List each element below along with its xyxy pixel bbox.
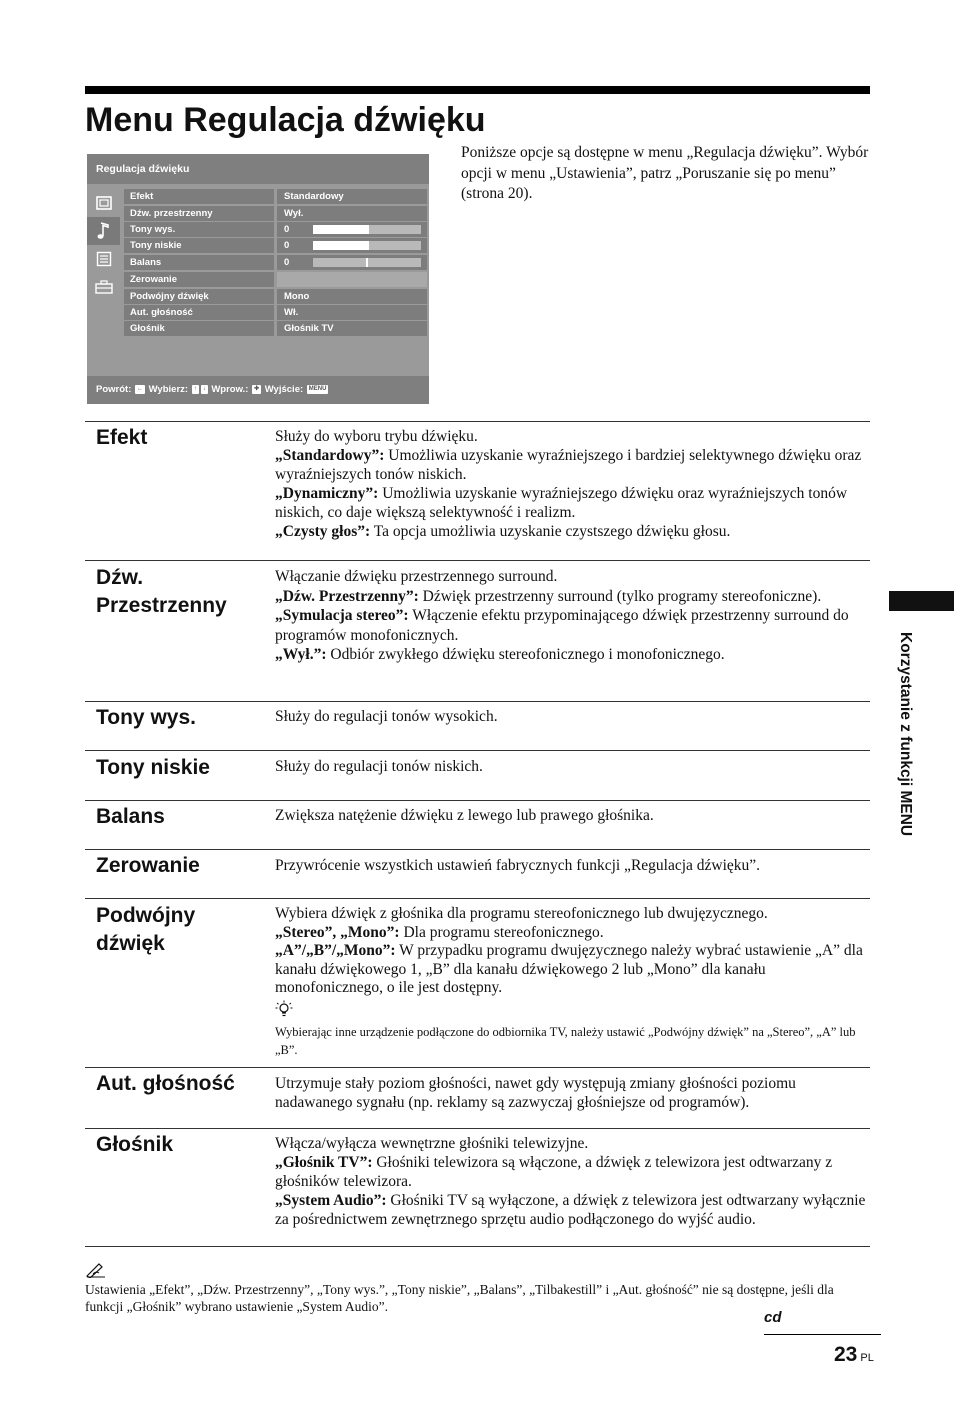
osd-row-value-text: Standardowy xyxy=(284,191,344,202)
option-text: Głośniki telewizora są włączone, a dźwięk z telewizora jest odtwarzany z głośników telewizora. xyxy=(275,1154,833,1190)
option-text: W przypadku programu dwujęzycznego należy wybrać ustawienie „A” dla kanału dźwiękowego 1, „B” dla kanału dźwiękowego 2 lub „Mono” dla kanału monofonicznego, o ile jest dostępny. xyxy=(275,942,863,996)
osd-row-value-text: 0 xyxy=(284,257,290,268)
osd-row xyxy=(124,321,427,336)
description-line xyxy=(275,1191,873,1229)
osd-level-slider xyxy=(313,241,421,250)
option-text: Włączanie dźwięku przestrzennego surround. xyxy=(275,568,558,585)
description-line xyxy=(275,484,873,522)
osd-footer xyxy=(87,376,429,404)
description-line xyxy=(275,606,873,645)
osd-category-icons xyxy=(87,189,120,309)
description-line xyxy=(275,924,873,943)
osd-footer-back: Powrót: xyxy=(96,384,132,395)
osd-row xyxy=(124,238,427,253)
option-text: Włączenie efektu przypominającego dźwięk przestrzenny surround do programów monofonicznych. xyxy=(275,607,849,644)
description-line xyxy=(275,942,873,998)
description-line xyxy=(275,522,873,541)
option-text: Włącza/wyłącza wewnętrzne głośniki telewizyjne. xyxy=(275,1135,589,1152)
table-row-description xyxy=(275,806,873,825)
table-row-divider xyxy=(85,1067,870,1068)
table-row-term: Balans xyxy=(96,805,165,828)
table-row-term: Aut. głośność xyxy=(96,1072,235,1095)
page-number-value: 23 xyxy=(834,1343,858,1366)
option-text: Umożliwia uzyskanie wyraźniejszego i bardziej selektywnego dźwięku oraz wyraźniejszych tonów niskich. xyxy=(275,447,862,483)
osd-level-slider xyxy=(313,225,421,234)
osd-balance-marker xyxy=(366,258,368,267)
table-row-description xyxy=(275,427,873,541)
table-row-description xyxy=(275,905,873,1059)
option-text: Odbiór zwykłego dźwięku stereofonicznego i monofonicznego. xyxy=(326,646,725,663)
osd-row-label: Dźw. przestrzenny xyxy=(124,206,274,221)
option-name: „Czysty głos”: xyxy=(275,523,371,540)
features-icon xyxy=(87,245,120,273)
top-rule xyxy=(85,86,870,94)
option-text: Służy do wyboru trybu dźwięku. xyxy=(275,428,478,445)
description-line xyxy=(275,587,873,607)
table-row-description xyxy=(275,707,873,726)
table-row-term: Zerowanie xyxy=(96,854,200,877)
osd-header xyxy=(87,154,429,184)
osd-row-value-text: 0 xyxy=(284,240,290,251)
osd-row-value xyxy=(277,289,427,304)
table-row-divider xyxy=(85,701,870,702)
option-text: Głośniki TV są wyłączone, a dźwięk z telewizora jest odtwarzany wyłącznie za pośrednictwem zewnętrznego sprzętu audio podłączonego do wyjść audio. xyxy=(275,1192,866,1228)
music-note-icon xyxy=(87,217,120,245)
osd-row-label: Podwójny dźwięk xyxy=(124,289,274,304)
up-arrow-icon: ↑ xyxy=(193,385,197,392)
osd-footer-enter: Wprow.: xyxy=(211,384,249,395)
option-name: „A”/„B”/„Mono”: xyxy=(275,942,396,959)
osd-row-value xyxy=(277,222,427,237)
table-row-divider xyxy=(85,849,870,850)
down-arrow-icon: ↓ xyxy=(202,385,206,392)
osd-footer-select: Wybierz: xyxy=(148,384,189,395)
description-line xyxy=(275,567,873,587)
description-line xyxy=(275,856,873,875)
side-tab-label: Korzystanie z funkcji MENU xyxy=(897,632,914,837)
osd-row xyxy=(124,289,427,304)
note-text: Ustawienia „Efekt”, „Dźw. Przestrzenny”, „Tony wys.”, „Tony niskie”, „Balans”, „Tilbakestill” i „Aut. głośność” nie są dostępne, jeśli dla funkcji „Głośnik” wybrano ustawienie „System Audio”. xyxy=(85,1282,834,1314)
table-row-divider xyxy=(85,560,870,561)
osd-row-value-text: Głośnik TV xyxy=(284,323,334,334)
osd-row-value-text: Wł. xyxy=(284,307,299,318)
description-line xyxy=(275,806,873,825)
description-line xyxy=(275,446,873,484)
osd-row-value xyxy=(277,305,427,320)
option-name: „Symulacja stereo”: xyxy=(275,607,409,624)
option-text: Ta opcja umożliwia uzyskanie czystszego dźwięku głosu. xyxy=(370,523,731,540)
picture-icon xyxy=(87,189,120,217)
option-name: „Wył.”: xyxy=(275,646,327,663)
description-line xyxy=(275,757,873,776)
intro-text: Poniższe opcje są dostępne w menu „Regulacja dźwięku”. Wybór opcji w menu „Ustawienia”, patrz „Poruszanie się po menu” (strona 20). xyxy=(461,144,869,202)
table-row-divider xyxy=(85,421,870,422)
osd-row-label: Tony wys. xyxy=(124,222,274,237)
option-text: Utrzymuje stały poziom głośności, nawet gdy występują zmiany głośności poziomu nadawanego sygnału (np. reklamy są zazwyczaj głośniejsze od programów). xyxy=(275,1075,796,1111)
table-row-term: Tony wys. xyxy=(96,706,196,729)
option-name: „Dynamiczny”: xyxy=(275,485,379,502)
note-pencil-icon xyxy=(85,1262,870,1282)
option-name: „Standardowy”: xyxy=(275,447,385,464)
osd-row-value-text: 0 xyxy=(284,224,290,235)
osd-row-label: Efekt xyxy=(124,189,274,204)
description-line xyxy=(275,427,873,446)
enter-plus-icon: ✚ xyxy=(254,385,260,392)
table-row-description xyxy=(275,856,873,875)
option-text: Dźwięk przestrzenny surround (tylko programy stereofoniczne). xyxy=(418,587,822,605)
table-row-description xyxy=(275,1074,873,1112)
continued-marker: cd xyxy=(764,1309,782,1326)
osd-row-value xyxy=(277,321,427,336)
osd-balance-slider xyxy=(313,258,421,267)
footer-rule xyxy=(764,1334,881,1335)
table-row-description xyxy=(275,567,873,665)
table-row-term: Dźw. Przestrzenny xyxy=(96,566,227,617)
osd-row xyxy=(124,206,427,221)
osd-row xyxy=(124,222,427,237)
osd-row-label: Aut. głośność xyxy=(124,305,274,320)
option-text: Dla programu stereofonicznego. xyxy=(399,923,604,941)
note-section xyxy=(85,1262,870,1315)
description-line xyxy=(275,1153,873,1191)
osd-row-value-text: Mono xyxy=(284,291,310,302)
osd-row xyxy=(124,305,427,320)
osd-row-value-text: Wył. xyxy=(284,208,304,219)
description-line xyxy=(275,707,873,726)
osd-row-value xyxy=(277,272,427,287)
settings-toolbox-icon xyxy=(87,273,120,301)
page-number xyxy=(834,1340,874,1373)
description-line xyxy=(275,1074,873,1112)
description-line xyxy=(275,905,873,924)
osd-level-fill xyxy=(313,225,369,234)
table-row-term: Podwójny dźwięk xyxy=(96,904,196,955)
tip-text: Wybierając inne urządzenie podłączone do odbiornika TV, należy ustawić „Podwójny dźwięk” na „Stereo”, „A” lub „B”. xyxy=(275,1025,856,1057)
table-row-term: Głośnik xyxy=(96,1133,174,1156)
option-name: „Stereo”, „Mono”: xyxy=(275,923,400,941)
table-row-description xyxy=(275,1134,873,1229)
osd-row-value xyxy=(277,189,427,204)
table-row-divider xyxy=(85,750,870,751)
osd-row xyxy=(124,255,427,270)
tip-lightbulb-icon xyxy=(275,1000,873,1024)
side-tab-marker xyxy=(889,591,954,611)
table-row-divider xyxy=(85,1246,870,1247)
osd-row-label: Tony niskie xyxy=(124,238,274,253)
option-text: Wybiera dźwięk z głośnika dla programu stereofonicznego lub dwujęzycznego. xyxy=(275,905,768,922)
menu-key-icon: MENU xyxy=(308,385,327,392)
table-row-description xyxy=(275,757,873,776)
osd-row-value xyxy=(277,255,427,270)
option-text: Służy do regulacji tonów wysokich. xyxy=(275,708,498,725)
option-text: Przywrócenie wszystkich ustawień fabrycznych funkcji „Regulacja dźwięku”. xyxy=(275,857,761,874)
osd-row xyxy=(124,272,427,287)
description-line xyxy=(275,645,873,665)
page-title: Menu Regulacja dźwięku xyxy=(85,101,486,139)
description-line xyxy=(275,1134,873,1153)
osd-row-label: Balans xyxy=(124,255,274,270)
table-row-divider xyxy=(85,800,870,801)
osd-level-fill xyxy=(313,241,369,250)
table-row-divider xyxy=(85,898,870,899)
table-row-term: Tony niskie xyxy=(96,756,210,779)
tv-sound-menu-screenshot xyxy=(87,154,429,404)
osd-row-label: Zerowanie xyxy=(124,272,274,287)
osd-row-value xyxy=(277,238,427,253)
option-name: „Głośnik TV”: xyxy=(275,1154,373,1171)
back-arrow-icon: ← xyxy=(137,385,143,392)
option-name: „Dźw. Przestrzenny”: xyxy=(275,587,419,605)
table-row-term: Efekt xyxy=(96,426,148,449)
osd-row-label: Głośnik xyxy=(124,321,274,336)
osd-footer-exit: Wyjście: xyxy=(264,384,304,395)
table-row-divider xyxy=(85,1128,870,1129)
page-language: PL xyxy=(860,1352,874,1364)
osd-header-title: Regulacja dźwięku xyxy=(96,163,190,175)
osd-row xyxy=(124,189,427,204)
option-text: Zwiększa natężenie dźwięku z lewego lub prawego głośnika. xyxy=(275,807,654,824)
option-text: Służy do regulacji tonów niskich. xyxy=(275,758,483,775)
option-name: „System Audio”: xyxy=(275,1192,387,1209)
option-text: Umożliwia uzyskanie wyraźniejszego dźwięku oraz wyraźniejszych tonów niskich, co daje większą selektywność i realizm. xyxy=(275,485,848,521)
osd-row-value xyxy=(277,206,427,221)
